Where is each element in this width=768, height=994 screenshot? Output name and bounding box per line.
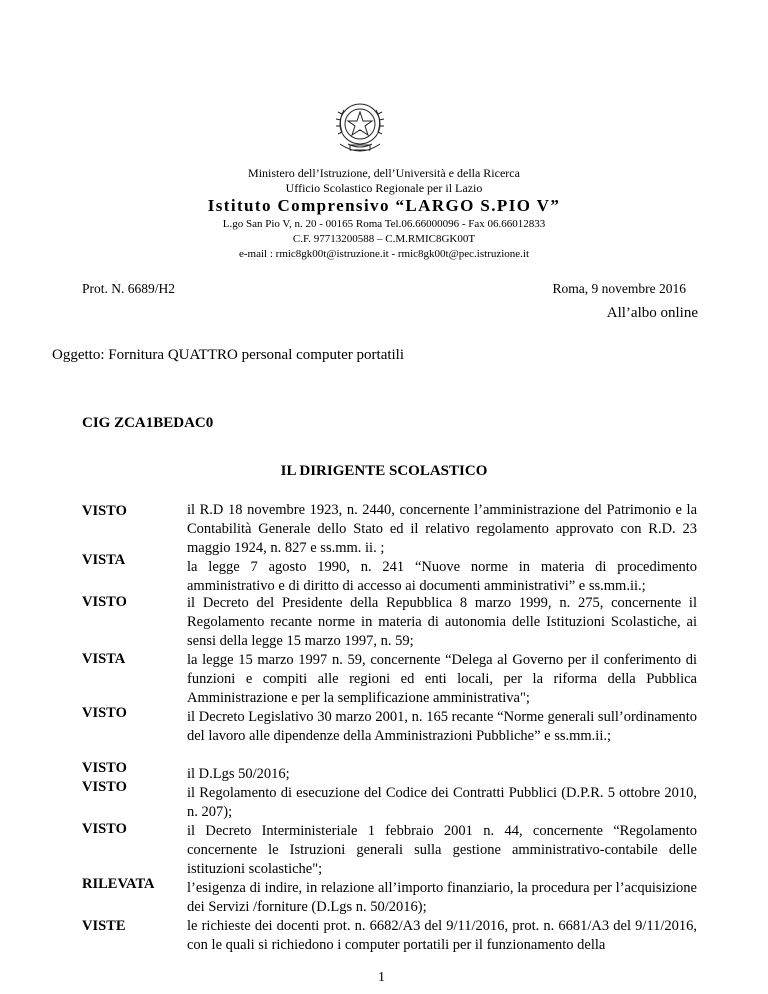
page-number: 1 (378, 970, 385, 985)
clause-label: VISTO (82, 594, 127, 610)
italian-republic-emblem-icon (334, 98, 386, 156)
clause-text: le richieste dei docenti prot. n. 6682/A3 del 9/11/2016, prot. n. 6681/A3 del 9/11/2016, con le quali si richiedono i computer portatili per il funzionamento della (187, 918, 697, 953)
clause-label: VISTO (82, 760, 127, 776)
clause-text: il R.D 18 novembre 1923, n. 2440, concernente l’amministrazione del Patrimonio e la Contabilità Generale dello Stato ed il relativo regolamento approvato con R.D. 23 maggio 1924, n. 827 e ss.mm. ii. ; (187, 502, 697, 556)
clause-text: la legge 7 agosto 1990, n. 241 “Nuove norme in materia di procedimento amministrativo e di diritto di accesso ai documenti amministrativi” e ss.mm.ii.; (187, 559, 697, 594)
ministry-line: Ministero dell’Istruzione, dell’Università e della Ricerca (248, 166, 520, 180)
clause-label: RILEVATA (82, 876, 155, 892)
clause-label: VISTA (82, 552, 126, 568)
clause-text: il Regolamento di esecuzione del Codice dei Contratti Pubblici (D.P.R. 5 ottobre 2010, n. 207); (187, 785, 697, 820)
document-date: Roma, 9 novembre 2016 (552, 281, 686, 296)
clause-label: VISTE (82, 918, 126, 934)
clause-label: VISTA (82, 651, 126, 667)
recipient-line: All’albo online (606, 305, 698, 321)
school-address: L.go San Pio V, n. 20 - 00165 Roma Tel.06.66000096 - Fax 06.66012833 (222, 218, 546, 230)
tax-code-line: C.F. 97713200588 – C.M.RMIC8GK00T (292, 233, 476, 245)
cig-code: CIG ZCA1BEDAC0 (82, 415, 214, 431)
clause-text: il Decreto del Presidente della Repubblica 8 marzo 1999, n. 275, concernente il Regolamento recante norme in materia di autonomia delle Istituzioni Scolastiche, ai sensi della legge 15 marzo 1997, n. 59; (187, 595, 697, 649)
clause-label: VISTO (82, 705, 127, 721)
email-line: e-mail : rmic8gk00t@istruzione.it - rmic8gk00t@pec.istruzione.it (239, 248, 529, 260)
clause-text: il D.Lgs 50/2016; (187, 766, 290, 782)
clause-label: VISTO (82, 821, 127, 837)
clause-text: la legge 15 marzo 1997 n. 59, concernente “Delega al Governo per il conferimento di funzioni e compiti alle regioni ed enti locali, per la riforma della Pubblica Amministrazione e per la semplificazione amministrativa"; (187, 652, 697, 706)
school-name: Istituto Comprensivo “LARGO S.PIO V” (207, 196, 561, 215)
document-heading: IL DIRIGENTE SCOLASTICO (280, 463, 488, 479)
clause-text: l’esigenza di indire, in relazione all’importo finanziario, la procedura per l’acquisizione dei Servizi /forniture (D.Lgs n. 50/2016); (187, 880, 697, 915)
clause-label: VISTO (82, 503, 127, 519)
subject-line: Oggetto: Fornitura QUATTRO personal computer portatili (52, 347, 405, 363)
regional-office-line: Ufficio Scolastico Regionale per il Lazio (285, 181, 483, 195)
clause-text: il Decreto Legislativo 30 marzo 2001, n. 165 recante “Norme generali sull’ordinamento del lavoro alle dipendenze della Amministrazioni Pubbliche” e ss.mm.ii.; (187, 709, 697, 744)
protocol-number: Prot. N. 6689/H2 (82, 281, 176, 296)
clause-text: il Decreto Interministeriale 1 febbraio 2001 n. 44, concernente “Regolamento concernente le Istruzioni generali sulla gestione amministrativo-contabile delle istituzioni scolastiche"; (187, 823, 697, 877)
clause-label: VISTO (82, 779, 127, 795)
